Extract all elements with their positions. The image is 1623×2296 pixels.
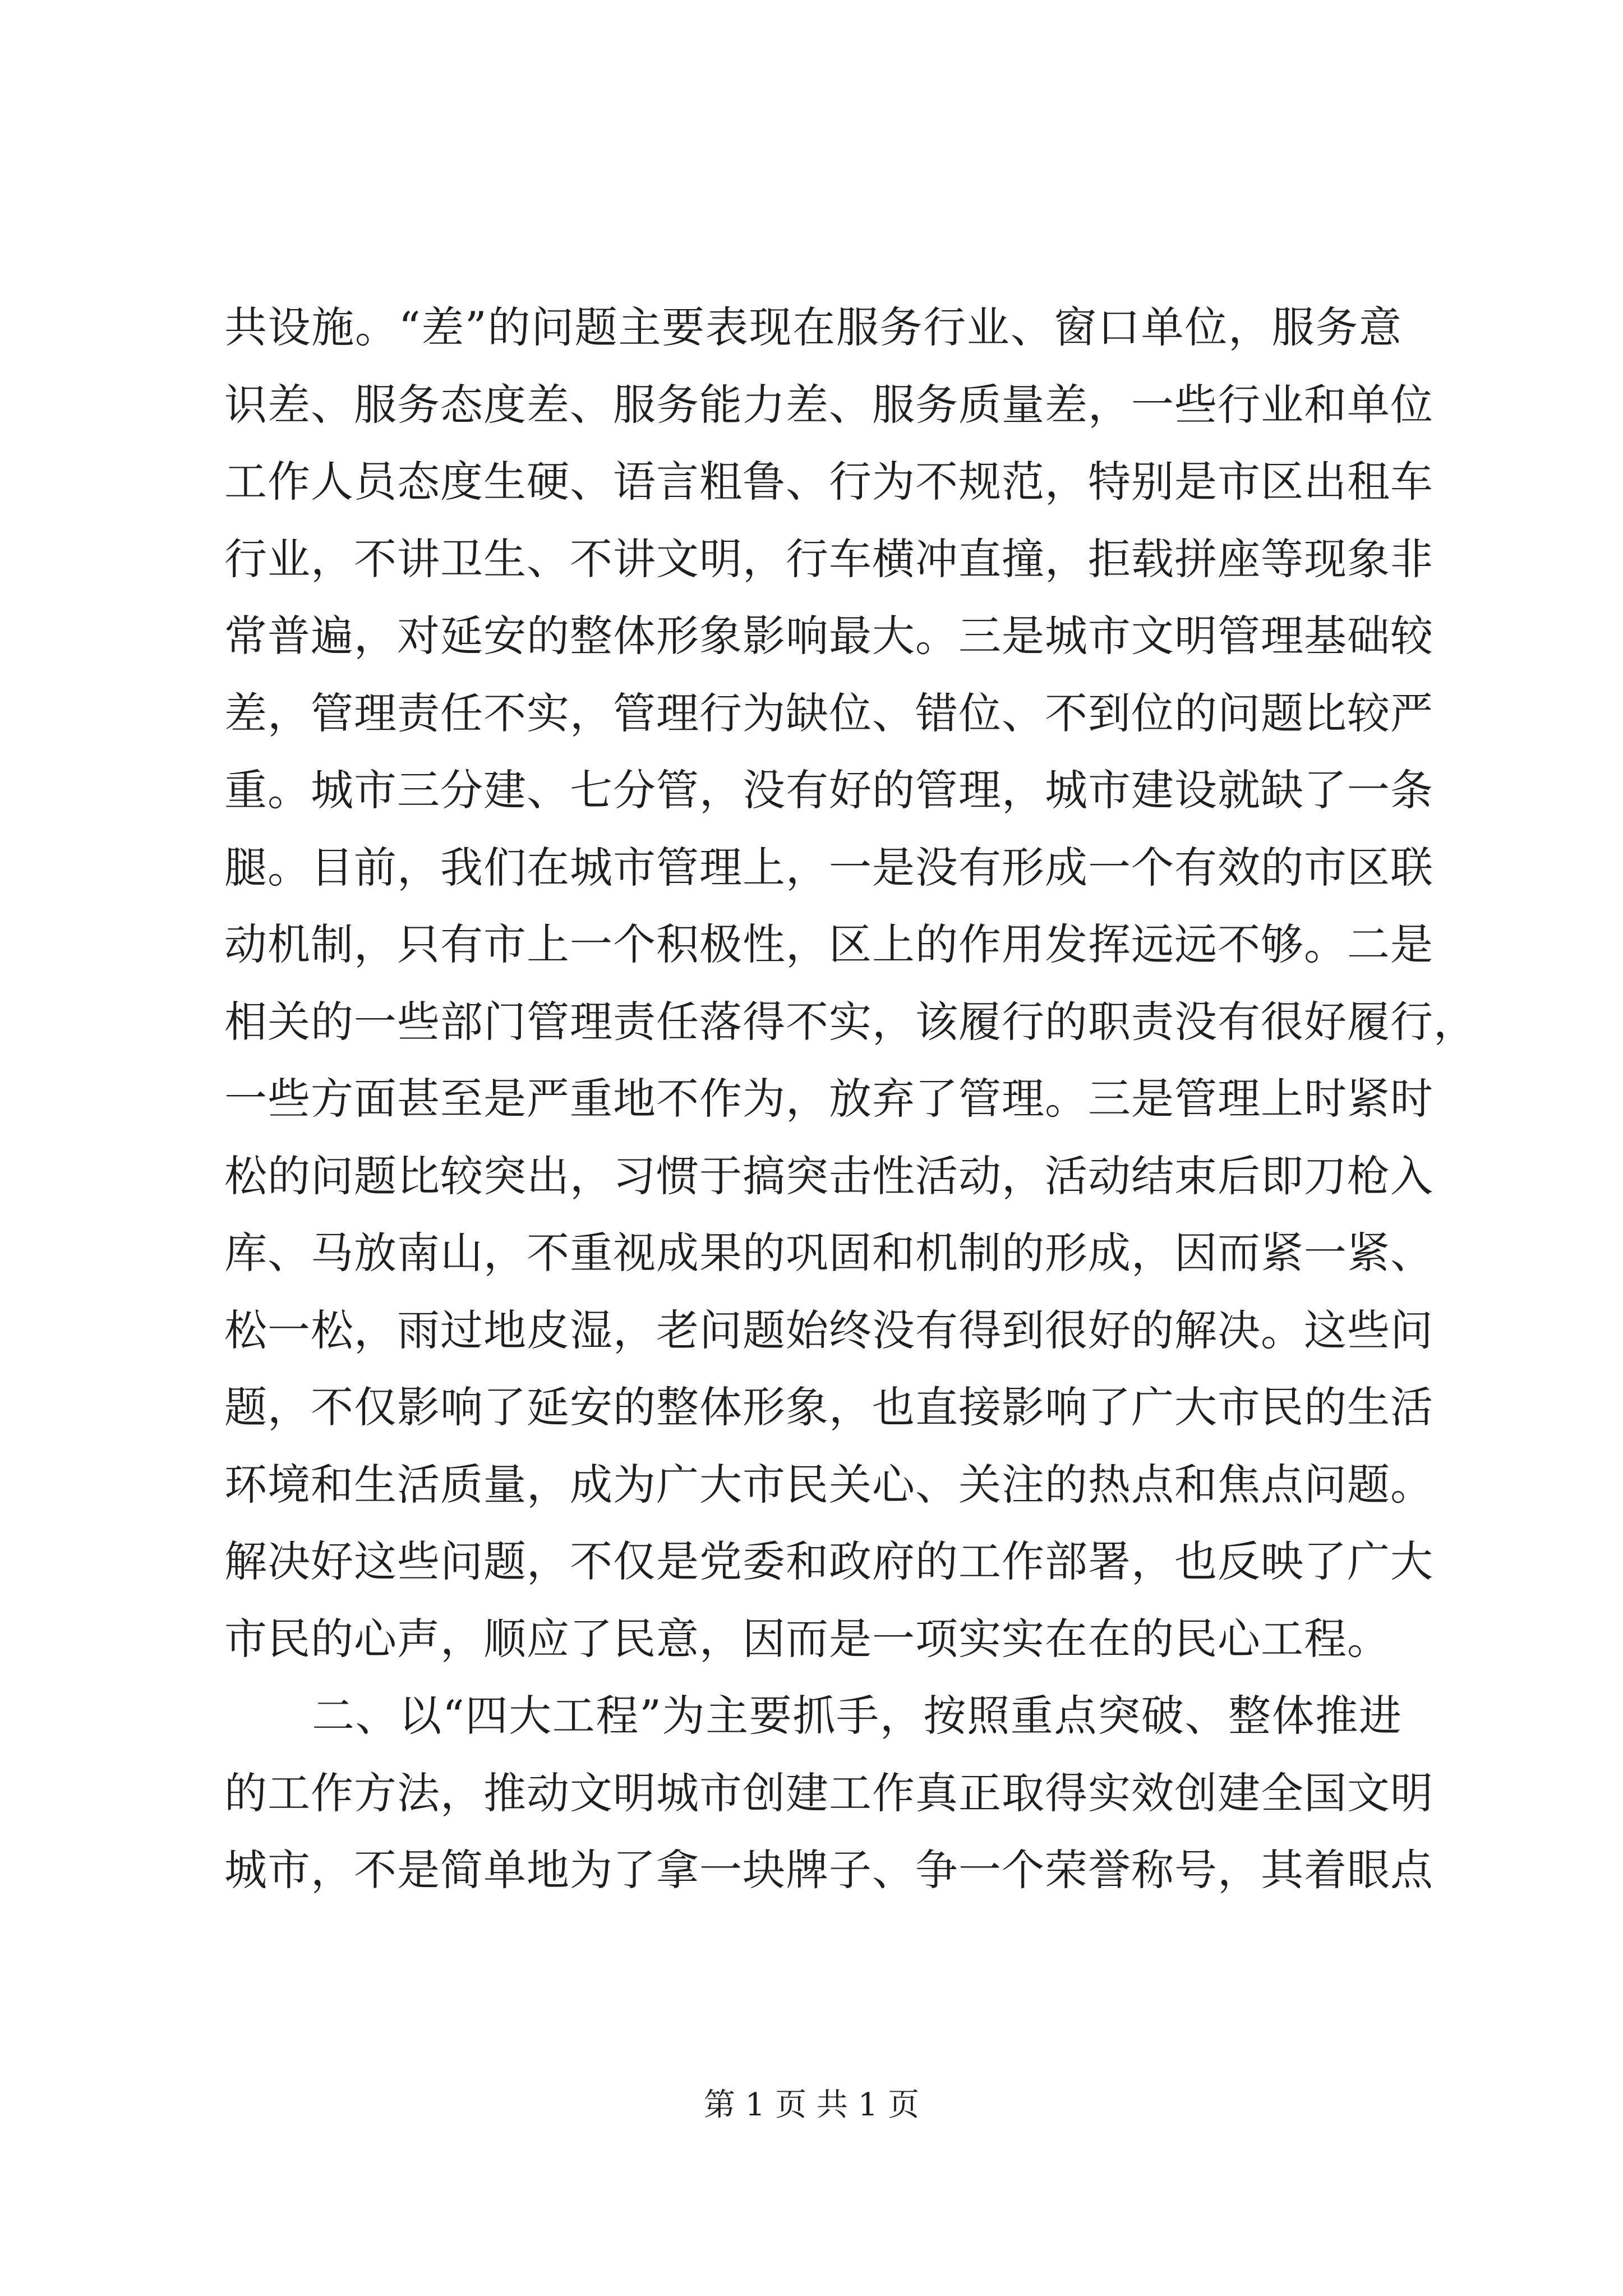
document-body (224, 289, 1477, 1909)
paragraph-line: 共设施。“差”的问题主要表现在服务行业、窗口单位，服务意 (224, 302, 1402, 352)
paragraph-line: 常普遍，对延安的整体形象影响最大。三是城市文明管理基础较 (224, 611, 1433, 661)
paragraph-line: 识差、服务态度差、服务能力差、服务质量差，一些行业和单位 (224, 379, 1433, 430)
paragraph-line: 城市，不是简单地为了拿一块牌子、争一个荣誉称号，其着眼点 (224, 1845, 1433, 1895)
paragraph-line: 松的问题比较突出，习惯于搞突击性活动，活动结束后即刀枪入 (224, 1151, 1433, 1201)
paragraph-line: 动机制，只有市上一个积极性，区上的作用发挥远远不够。二是 (224, 919, 1433, 969)
paragraph-line: 松一松，雨过地皮湿，老问题始终没有得到很好的解决。这些问 (224, 1305, 1433, 1355)
paragraph-line: 环境和生活质量，成为广大市民关心、关注的热点和焦点问题。 (224, 1459, 1433, 1510)
paragraph-line: 的工作方法，推动文明城市创建工作真正取得实效创建全国文明 (224, 1768, 1433, 1818)
paragraph-line: 相关的一些部门管理责任落得不实，该履行的职责没有很好履行， (224, 996, 1477, 1047)
paragraph-line: 行业，不讲卫生、不讲文明，行车横冲直撞，拒载拼座等现象非 (224, 533, 1433, 584)
page-footer: 第 1 页 共 1 页 (703, 2087, 920, 2123)
paragraph-line: 腿。目前，我们在城市管理上，一是没有形成一个有效的市区联 (224, 842, 1433, 892)
paragraph-line: 二、以“四大工程”为主要抓手，按照重点突破、整体推进 (312, 1691, 1402, 1741)
paragraph-line: 重。城市三分建、七分管，没有好的管理，城市建设就缺了一条 (224, 765, 1433, 815)
paragraph-line: 库、马放南山，不重视成果的巩固和机制的形成，因而紧一紧、 (224, 1228, 1433, 1278)
paragraph-line: 差，管理责任不实，管理行为缺位、错位、不到位的问题比较严 (224, 688, 1433, 738)
paragraph-line: 工作人员态度生硬、语言粗鲁、行为不规范，特别是市区出租车 (224, 457, 1433, 507)
paragraph-line: 市民的心声，顺应了民意，因而是一项实实在在的民心工程。 (224, 1613, 1390, 1664)
paragraph-line: 一些方面甚至是严重地不作为，放弃了管理。三是管理上时紧时 (224, 1074, 1433, 1124)
paragraph-line: 解决好这些问题，不仅是党委和政府的工作部署，也反映了广大 (224, 1536, 1433, 1586)
paragraph-line: 题，不仅影响了延安的整体形象，也直接影响了广大市民的生活 (224, 1382, 1433, 1432)
